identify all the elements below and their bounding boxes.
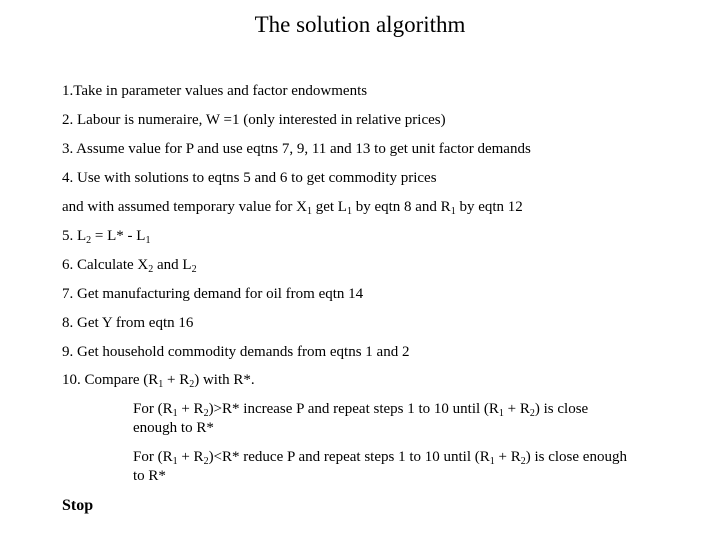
step-10: 10. Compare $(R_1 + R_2)$ with R*.: [62, 372, 255, 390]
step-5: 5. $L_2 = L* - L_1$: [62, 228, 151, 246]
step-1: 1.Take in parameter values and factor endowments: [62, 83, 368, 99]
stop-label: Stop: [62, 497, 94, 514]
step-3: 3. Assume value for P and use eqtns 7, 9, 11 and 13 to get unit factor demands: [62, 141, 531, 157]
condition-reduce: For $(R_1 + R_2)<R*$ reduce P and repeat steps 1 to 10 until $(R_1 + R_2)$ is close enough to R*: [133, 449, 627, 484]
slide-title: The solution algorithm: [254, 12, 466, 37]
step-4: 4. Use with solutions to eqtns 5 and 6 to get commodity prices: [62, 170, 437, 186]
step-7: 7. Get manufacturing demand for oil from eqtn 14: [62, 286, 364, 302]
condition-increase: For $(R_1 + R_2)>R*$ increase P and repeat steps 1 to 10 until $(R_1 + R_2)$ is close enough to R*: [133, 401, 589, 436]
step-9: 9. Get household commodity demands from eqtns 1 and 2: [62, 344, 410, 360]
step-4-continuation: and with assumed temporary value for $X_1$ get $L_1$ by eqtn 8 and $R_1$ by eqtn 12: [62, 199, 523, 217]
step-8: 8. Get Y from eqtn 16: [62, 315, 194, 331]
step-6: 6. Calculate $X_2$ and $L_2$: [62, 257, 197, 275]
step-2: 2. Labour is numeraire, W =1 (only interested in relative prices): [62, 112, 446, 128]
